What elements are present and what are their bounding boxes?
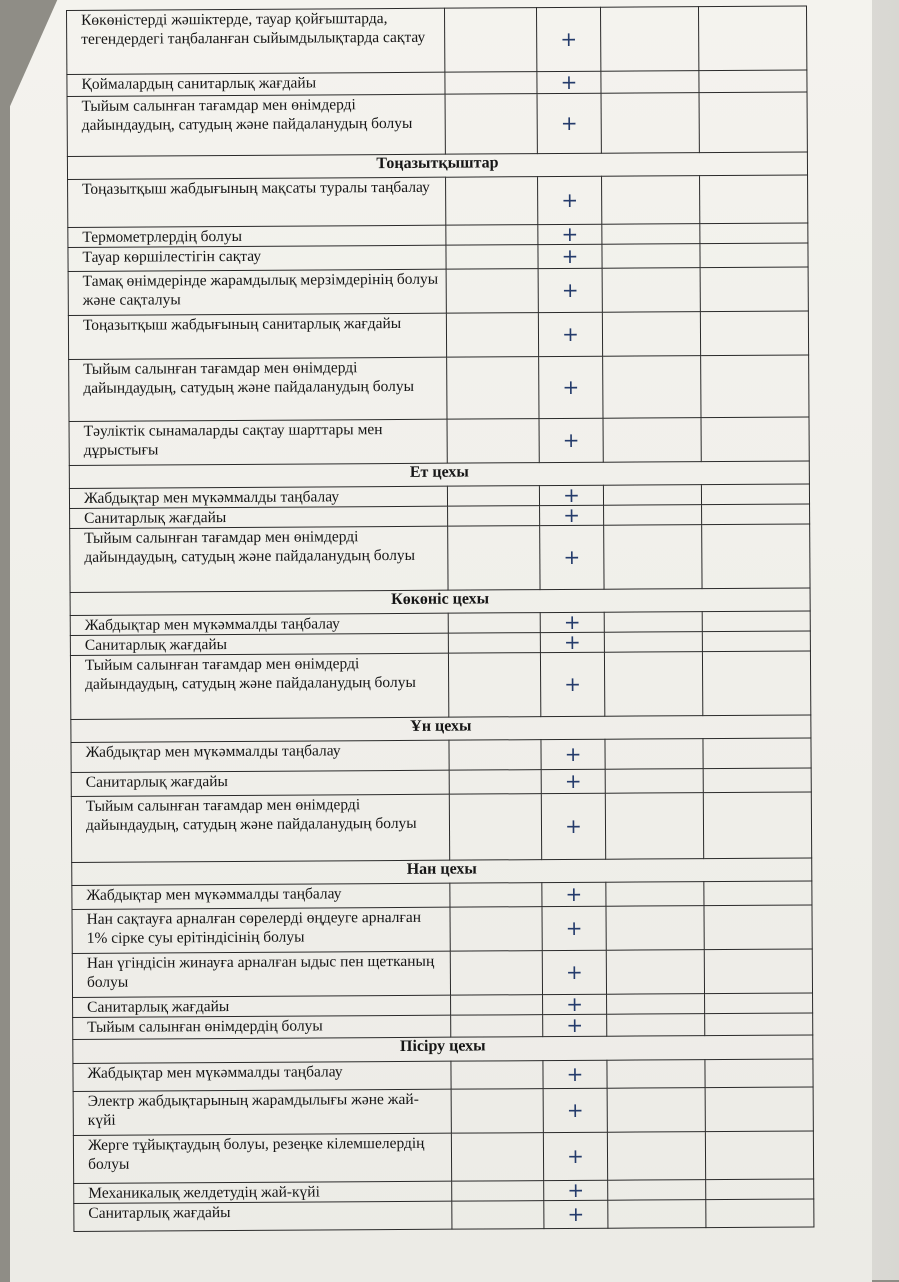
checklist-row (71, 738, 811, 773)
checklist-item-label: Тамақ өнімдерінде жарамдылық мерзімдерінің болуы және сақталуы (68, 269, 446, 315)
checklist-row (73, 1087, 813, 1136)
empty-cell (601, 93, 699, 154)
handwritten-check-mark: + (543, 1014, 607, 1036)
empty-cell (699, 92, 807, 153)
empty-cell (608, 1200, 706, 1229)
handwritten-check-mark: + (540, 632, 604, 652)
handwritten-check-mark: + (544, 1200, 608, 1228)
checklist-row (68, 175, 808, 228)
checklist-item-label: Тоңазытқыш жабдығының мақсаты туралы таңбалау (68, 177, 446, 227)
checklist-item-label: Жабдықтар мен мүкәммалды таңбалау (73, 1061, 451, 1091)
handwritten-check-mark: + (543, 1060, 607, 1088)
handwritten-check-mark: + (544, 1180, 608, 1200)
empty-cell (449, 794, 541, 861)
empty-cell (604, 525, 702, 590)
handwritten-check-mark: + (538, 224, 602, 244)
empty-cell (700, 223, 808, 244)
checklist-item-label: Санитарлық жағдайы (73, 995, 451, 1017)
checklist-item-label: Жабдықтар мен мүкәммалды таңбалау (69, 486, 447, 508)
empty-cell (446, 269, 538, 314)
empty-cell (447, 419, 539, 464)
empty-cell (607, 1060, 705, 1089)
empty-cell (450, 907, 542, 952)
checklist-item-label: Тыйым салынған тағамдар мен өнімдерді дайындаудың, сатудың және пайдаланудың болуы (70, 526, 448, 592)
empty-cell (700, 267, 808, 312)
empty-cell (452, 1181, 544, 1202)
empty-cell (602, 268, 700, 313)
checklist-item-label: Тыйым салынған тағамдар мен өнімдерді дайындаудың, сатудың және пайдаланудың болуы (70, 653, 448, 719)
checklist-item-label: Тауар көршілестігін сақтау (68, 245, 446, 271)
checklist-item-label: Тоңазытқыш жабдығының санитарлық жағдайы (68, 313, 446, 359)
empty-cell (446, 245, 538, 270)
checklist-row (67, 6, 807, 75)
empty-cell (606, 906, 704, 951)
empty-cell (602, 312, 700, 357)
inspection-checklist-table (66, 5, 814, 1232)
handwritten-check-mark: + (540, 505, 604, 525)
empty-cell (704, 949, 812, 994)
empty-cell (607, 1088, 705, 1133)
checklist-item-label: Нан үгіндісін жинауға арналған ыдыс пен щетканың болуы (72, 951, 450, 997)
section-title: Ет цехы (69, 461, 809, 489)
checklist-item-label: Тыйым салынған тағамдар мен өнімдерді дайындаудың, сатудың және пайдаланудың болуы (71, 794, 449, 862)
empty-cell (451, 1089, 543, 1134)
empty-cell (700, 311, 808, 356)
empty-cell (444, 8, 536, 73)
handwritten-check-mark: + (537, 71, 601, 93)
checklist-item-label: Тыйым салынған тағамдар мен өнімдерді дайындаудың, сатудың және пайдаланудың болуы (69, 357, 447, 421)
empty-cell (449, 740, 541, 771)
empty-cell (446, 177, 538, 226)
handwritten-check-mark: + (540, 652, 604, 716)
empty-cell (706, 1199, 814, 1228)
empty-cell (702, 524, 810, 589)
empty-cell (607, 994, 705, 1015)
handwritten-check-mark: + (542, 882, 606, 906)
empty-cell (451, 1133, 543, 1182)
section-title: Нан цехы (72, 858, 812, 886)
checklist-item-label: Жерге тұйықтаудың болуы, резеңке кілемшелердің болуы (73, 1133, 451, 1183)
empty-cell (703, 738, 811, 769)
empty-cell (605, 739, 703, 770)
checklist-row (73, 1131, 813, 1184)
empty-cell (605, 769, 703, 794)
empty-cell (447, 357, 539, 420)
checklist-row (67, 92, 807, 157)
empty-cell (448, 653, 540, 718)
empty-cell (699, 70, 807, 93)
empty-cell (600, 7, 698, 72)
empty-cell (450, 883, 542, 908)
checklist-item-label: Санитарлық жағдайы (70, 633, 448, 655)
empty-cell (448, 506, 540, 527)
empty-cell (604, 652, 702, 717)
handwritten-check-mark: + (542, 950, 606, 994)
checklist-row (71, 792, 811, 863)
empty-cell (604, 612, 702, 633)
empty-cell (446, 313, 538, 358)
empty-cell (605, 793, 703, 860)
checklist-item-label: Электр жабдықтарының жарамдылығы және жай-күйі (73, 1089, 451, 1135)
checklist-row (73, 1059, 813, 1092)
empty-cell (705, 1059, 813, 1088)
empty-cell (702, 611, 810, 632)
section-title: Тоңазытқыштар (67, 152, 807, 180)
empty-cell (706, 1179, 814, 1200)
empty-cell (450, 951, 542, 996)
empty-cell (700, 175, 808, 224)
empty-cell (705, 1087, 813, 1132)
empty-cell (604, 632, 702, 653)
checklist-row (74, 1199, 814, 1232)
handwritten-check-mark: + (541, 769, 605, 793)
empty-cell (698, 6, 806, 71)
empty-cell (701, 417, 809, 462)
section-title: Ұн цехы (71, 715, 811, 743)
handwritten-check-mark: + (543, 1132, 607, 1180)
handwritten-check-mark: + (539, 485, 603, 505)
handwritten-check-mark: + (541, 739, 605, 769)
checklist-row (72, 905, 812, 954)
empty-cell (447, 486, 539, 507)
handwritten-check-mark: + (539, 356, 603, 418)
handwritten-check-mark: + (541, 793, 605, 859)
checklist-row (72, 949, 812, 998)
empty-cell (603, 418, 701, 463)
empty-cell (704, 881, 812, 906)
empty-cell (703, 768, 811, 793)
empty-cell (701, 484, 809, 505)
empty-cell (451, 995, 543, 1016)
checklist-item-label: Жабдықтар мен мүкәммалды таңбалау (70, 613, 448, 635)
empty-cell (445, 94, 537, 155)
checklist-item-label: Жабдықтар мен мүкәммалды таңбалау (71, 740, 449, 772)
empty-cell (608, 1180, 706, 1201)
checklist-row (70, 651, 810, 720)
empty-cell (602, 244, 700, 269)
checklist-item-label: Санитарлық жағдайы (74, 1201, 452, 1231)
handwritten-check-mark: + (543, 1088, 607, 1132)
empty-cell (451, 1061, 543, 1090)
empty-cell (606, 950, 704, 995)
empty-cell (705, 993, 813, 1014)
handwritten-check-mark: + (537, 93, 601, 153)
checklist-item-label: Термометрлердің болуы (68, 225, 446, 247)
empty-cell (702, 631, 810, 652)
checklist-item-label: Тыйым салынған өнімдердің болуы (73, 1015, 451, 1039)
empty-cell (702, 651, 810, 716)
section-title: Пісіру цехы (73, 1035, 813, 1064)
checklist-item-label: Тәуліктік сынамаларды сақтау шарттары мен дұрыстығы (69, 419, 447, 465)
empty-cell (448, 613, 540, 634)
empty-cell (452, 1201, 544, 1230)
empty-cell (607, 1132, 705, 1181)
empty-cell (705, 1013, 813, 1036)
empty-cell (451, 1015, 543, 1038)
checklist-item-label: Тыйым салынған тағамдар мен өнімдерді дайындаудың, сатудың және пайдаланудың болуы (67, 94, 445, 156)
empty-cell (448, 526, 540, 591)
handwritten-check-mark: + (540, 525, 604, 589)
checklist-item-label: Қоймалардың санитарлық жағдайы (67, 72, 445, 96)
empty-cell (602, 224, 700, 245)
empty-cell (703, 792, 811, 859)
empty-cell (704, 905, 812, 950)
empty-cell (602, 176, 700, 225)
checklist-item-label: Нан сақтауға арналған сөрелерді өңдеуге арналған 1% сірке суы ерітіндісінің болуы (72, 907, 450, 953)
handwritten-check-mark: + (538, 268, 602, 312)
checklist-row (68, 311, 808, 360)
handwritten-check-mark: + (536, 7, 600, 71)
empty-cell (449, 770, 541, 795)
checklist-row (69, 417, 809, 466)
handwritten-check-mark: + (538, 312, 602, 356)
section-title: Көкөніс цехы (70, 588, 810, 616)
empty-cell (701, 355, 809, 418)
checklist-row (68, 267, 808, 316)
empty-cell (603, 485, 701, 506)
checklist-document (66, 5, 814, 1245)
empty-cell (702, 504, 810, 525)
empty-cell (606, 882, 704, 907)
empty-cell (445, 72, 537, 95)
checklist-row (69, 355, 809, 422)
empty-cell (705, 1131, 813, 1180)
empty-cell (700, 243, 808, 268)
checklist-item-label: Санитарлық жағдайы (71, 770, 449, 796)
checklist-item-label: Көкөністерді жәшіктерде, тауар қойғыштарда, тегендердегі таңбаланған сыйымдылықтарда сақтау (67, 8, 445, 74)
handwritten-check-mark: + (538, 176, 602, 224)
empty-cell (446, 225, 538, 246)
empty-cell (601, 71, 699, 94)
handwritten-check-mark: + (542, 906, 606, 950)
checklist-item-label: Механикалық желдетудің жай-күйі (74, 1181, 452, 1203)
handwritten-check-mark: + (538, 244, 602, 268)
empty-cell (607, 1014, 705, 1037)
empty-cell (603, 356, 701, 419)
handwritten-check-mark: + (540, 612, 604, 632)
checklist-item-label: Санитарлық жағдайы (70, 506, 448, 528)
empty-cell (604, 505, 702, 526)
handwritten-check-mark: + (539, 418, 603, 462)
checklist-item-label: Жабдықтар мен мүкәммалды таңбалау (72, 883, 450, 909)
handwritten-check-mark: + (543, 994, 607, 1014)
checklist-row (70, 524, 810, 593)
empty-cell (448, 633, 540, 654)
